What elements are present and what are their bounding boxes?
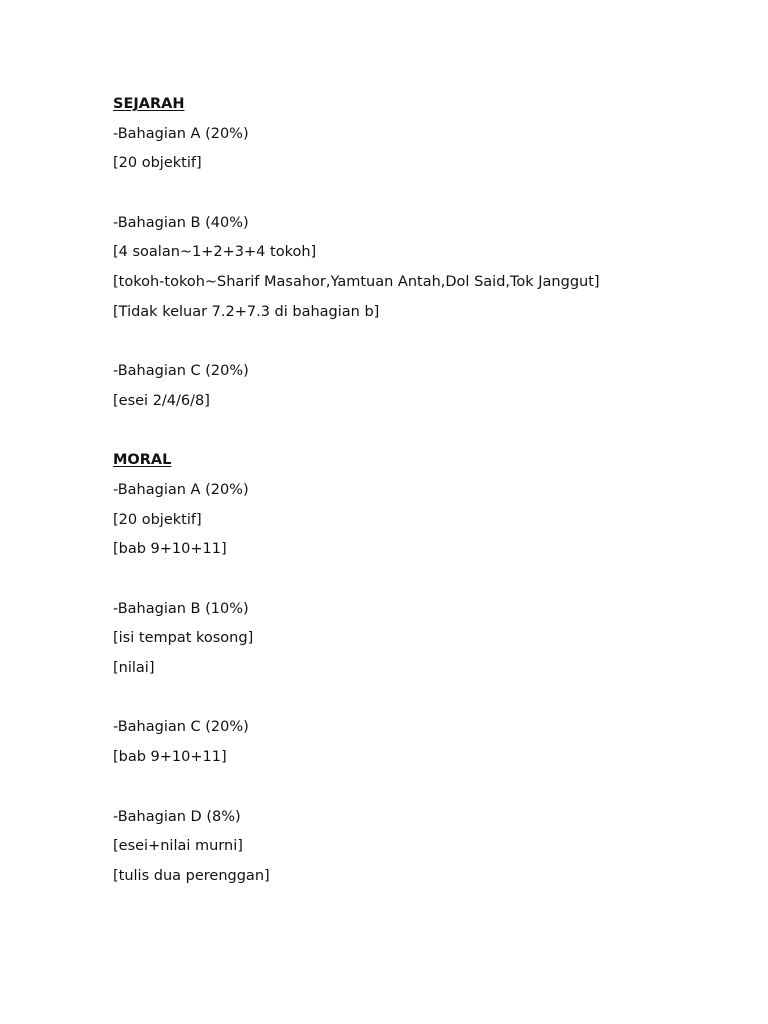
text-line: [tokoh-tokoh~Sharif Masahor,Yamtuan Antah,Dol Said,Tok Janggut] [113,274,600,291]
text-line: -Bahagian C (20%) [113,719,249,736]
section-heading-moral: MORAL [113,452,172,469]
text-line: [4 soalan~1+2+3+4 tokoh] [113,244,317,261]
text-line: [nilai] [113,660,155,677]
blank-line [113,773,713,803]
text-line: [20 objektif] [113,511,202,528]
section-heading-sejarah: SEJARAH [113,96,185,112]
text-line: [esei 2/4/6/8] [113,392,210,409]
text-line: [20 objektif] [113,155,202,172]
blank-line [113,565,713,595]
text-line: -Bahagian D (8%) [113,808,241,825]
document-page [113,90,713,892]
text-line: [tulis dua perenggan] [113,867,270,884]
blank-line [113,417,713,447]
text-line: -Bahagian B (10%) [113,600,249,617]
text-line: -Bahagian A (20%) [113,481,249,498]
blank-line [113,179,713,209]
text-line: -Bahagian A (20%) [113,125,249,142]
text-line: [isi tempat kosong] [113,630,254,647]
text-line: [bab 9+10+11] [113,749,227,766]
blank-line [113,684,713,714]
text-line: [Tidak keluar 7.2+7.3 di bahagian b] [113,303,380,320]
blank-line [113,328,713,358]
text-line: -Bahagian C (20%) [113,363,249,380]
text-line: [bab 9+10+11] [113,541,227,558]
text-line: [esei+nilai murni] [113,838,243,855]
text-line: -Bahagian B (40%) [113,214,249,231]
